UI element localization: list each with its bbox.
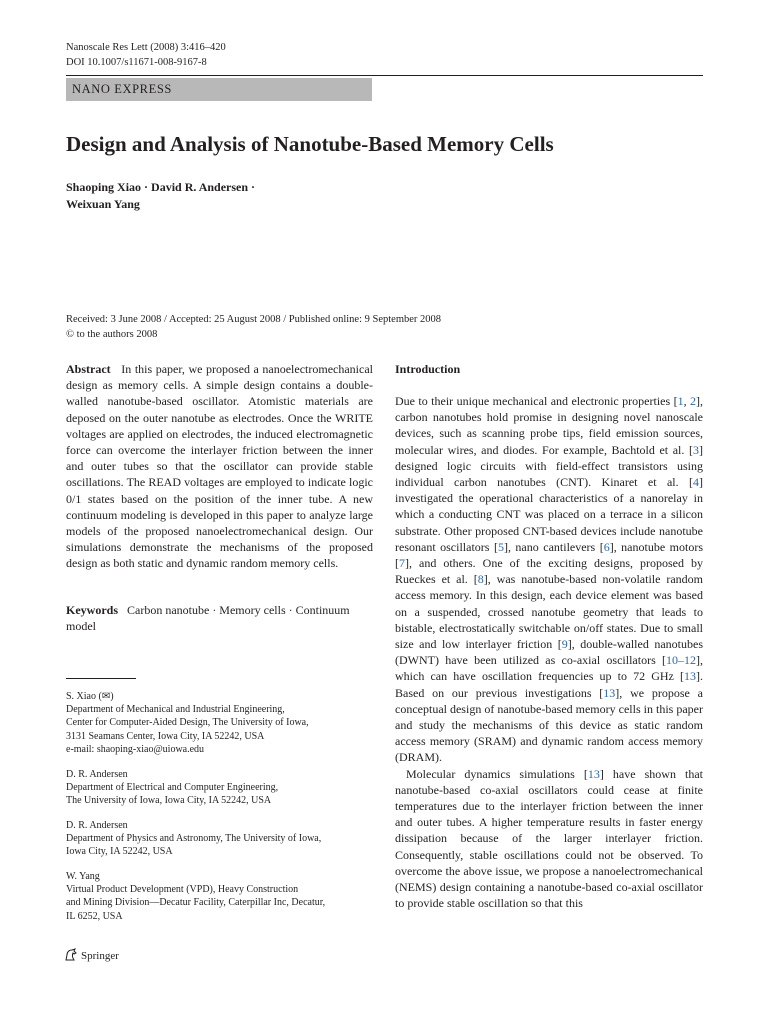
- copyright-line: © to the authors 2008: [66, 329, 158, 340]
- citation-link[interactable]: 4: [693, 475, 699, 490]
- text-run: ], which can have oscillation frequencies up to 72 GHz [: [395, 653, 703, 684]
- abstract-text: In this paper, we proposed a nanoelectromechanical design as memory cells. A simple design contains a double-walled nanotube-based oscillator. Atomistic materials are deposed on the outer nanotube as electrodes. Once the WRITE voltages are applied on electrodes, the induced electromagnetic force can overcome the interlayer friction between the inner and outer tubes so that the oscillator can provide stable oscillations. The READ voltages are employed to indicate logic 0/1 states based on the position of the inner tube. A new continuum modeling is developed in this paper to analyze large models of the proposed nanoelectromechanical design. Our simulations demonstrate the mechanisms of the proposed design as both static and dynamic random memory cells.: [66, 362, 373, 571]
- keywords-text: Carbon nanotube · Memory cells · Continuum model: [66, 603, 350, 634]
- publication-dates: [66, 312, 706, 342]
- keywords: [66, 602, 373, 634]
- journal-citation: [66, 40, 226, 70]
- text-run: ], double-walled nanotubes (DWNT) have been utilized as co-axial oscillators [: [395, 637, 703, 668]
- text-run: ]. Based on our previous investigations [: [395, 669, 703, 700]
- affiliation-block: [66, 819, 373, 859]
- abstract-label: Abstract: [66, 362, 111, 376]
- citation-link[interactable]: 6: [603, 539, 610, 554]
- citation-link[interactable]: 10–12: [666, 653, 696, 668]
- text-run: ], nano cantilevers [: [503, 539, 604, 554]
- affiliation-line: Virtual Product Development (VPD), Heavy Construction: [66, 884, 299, 896]
- text-run: ,: [683, 394, 690, 408]
- affiliation-line: IL 6252, USA: [66, 910, 123, 922]
- citation-link[interactable]: 13: [587, 766, 600, 781]
- text-run: ], we propose a conceptual design of nanotube-based memory cells in this paper and study the mechanisms of this device as static random access memory (SRAM) and dynamic random access memory (DRAM).: [395, 685, 703, 765]
- introduction-body: [395, 393, 703, 912]
- affiliation-name: D. R. Andersen: [66, 769, 128, 780]
- introduction-heading: Introduction: [395, 362, 461, 376]
- citation-link[interactable]: 8: [477, 572, 484, 587]
- text-run: ], carbon nanotubes hold promise in designing novel nanoscale devices, such as scanning probe tips, field emission sources, molecular wires, and diodes. For example, Bachtold et al. [: [395, 394, 703, 457]
- affiliation-name: S. Xiao (✉): [66, 691, 114, 702]
- affiliation-line: Iowa City, IA 52242, USA: [66, 846, 173, 858]
- authors-line-1: Shaoping Xiao · David R. Andersen ·: [66, 180, 256, 194]
- text-run: ] designed logic circuits with field-effect transistors using individual carbon nanotubes (CNT). Kinaret et al. [: [395, 442, 703, 490]
- affiliation-block: [66, 870, 373, 923]
- footnote-rule: [66, 678, 136, 679]
- text-run: ], and others. One of the exciting designs, proposed by Rueckes et al. [: [395, 556, 703, 587]
- doi-line: DOI 10.1007/s11671-008-9167-8: [66, 57, 207, 68]
- text-run: ], nanotube motors [: [395, 539, 703, 571]
- text-run: ] have shown that nanotube-based co-axial oscillators could cease at finite temperatures due to the interlayer friction between the inner and outer tubes. A higher temperature results in faster energy dissipation because of the larger interlayer friction. Consequently, stable oscillations could not be observed. To overcome the above issue, we propose a nanoelectromechanical (NEMS) design containing a nanotube-based co-axial oscillator to provide stable oscillation so that this: [395, 766, 703, 911]
- affiliation-block: [66, 768, 373, 808]
- citation-link[interactable]: 5: [497, 539, 504, 554]
- affiliation-line: Department of Electrical and Computer Engineering,: [66, 782, 279, 794]
- article-title: Design and Analysis of Nanotube-Based Memory Cells: [66, 132, 554, 156]
- dates-line: Received: 3 June 2008 / Accepted: 25 August 2008 / Published online: 9 September 2008: [66, 314, 442, 325]
- citation-link[interactable]: 1: [677, 394, 684, 408]
- affiliation-block: [66, 690, 373, 756]
- header-rule: [66, 75, 703, 76]
- text-run: Molecular dynamics simulations [: [406, 766, 588, 781]
- citation-link[interactable]: 9: [561, 637, 568, 652]
- citation-link[interactable]: 13: [603, 685, 616, 700]
- text-run: Due to their unique mechanical and electronic properties [: [395, 394, 678, 408]
- citation-link[interactable]: 13: [684, 669, 696, 684]
- affiliation-line: and Mining Division—Decatur Facility, Caterpillar Inc, Decatur,: [66, 897, 326, 909]
- text-run: ] investigated the operational characteristics of a nanorelay in which a conducting CNT was placed on a terrace in a silicon substrate. Other proposed CNT-based devices include nanotube resonant oscillators [: [395, 475, 703, 554]
- keywords-label: Keywords: [66, 603, 118, 617]
- intro-paragraph-2: [395, 766, 703, 912]
- citation-link[interactable]: 2: [690, 394, 696, 408]
- citation-link[interactable]: 3: [693, 442, 699, 457]
- affiliation-line: The University of Iowa, Iowa City, IA 52242, USA: [66, 795, 272, 807]
- publisher-footer: [64, 948, 119, 964]
- affiliation-line: 3131 Seamans Center, Iowa City, IA 52242, USA: [66, 730, 265, 742]
- affiliation-line: Department of Mechanical and Industrial Engineering,: [66, 704, 285, 716]
- affiliation-line: Center for Computer-Aided Design, The University of Iowa,: [66, 717, 309, 729]
- authors-line-2: Weixuan Yang: [66, 197, 140, 211]
- affiliation-line: Department of Physics and Astronomy, The University of Iowa,: [66, 833, 322, 845]
- affiliation-email: e-mail: shaoping-xiao@uiowa.edu: [66, 743, 205, 755]
- publisher-name: Springer: [81, 950, 119, 962]
- text-run: ], was nanotube-based non-volatile random access memory. In this design, each device element was based on a suspended, crossed nanotube geometry that leads to bistable, electrostatically switchable on/off states. Due to small size and low interlayer friction [: [395, 572, 704, 652]
- author-list: [66, 179, 366, 213]
- section-banner: NANO EXPRESS: [66, 78, 372, 101]
- affiliation-name: D. R. Andersen: [66, 820, 128, 831]
- springer-horse-icon: [64, 948, 78, 962]
- intro-paragraph-1: [395, 393, 703, 766]
- citation-link[interactable]: 7: [399, 556, 405, 571]
- affiliation-name: W. Yang: [66, 871, 100, 882]
- abstract: [66, 361, 373, 572]
- journal-line: Nanoscale Res Lett (2008) 3:416–420: [66, 42, 226, 53]
